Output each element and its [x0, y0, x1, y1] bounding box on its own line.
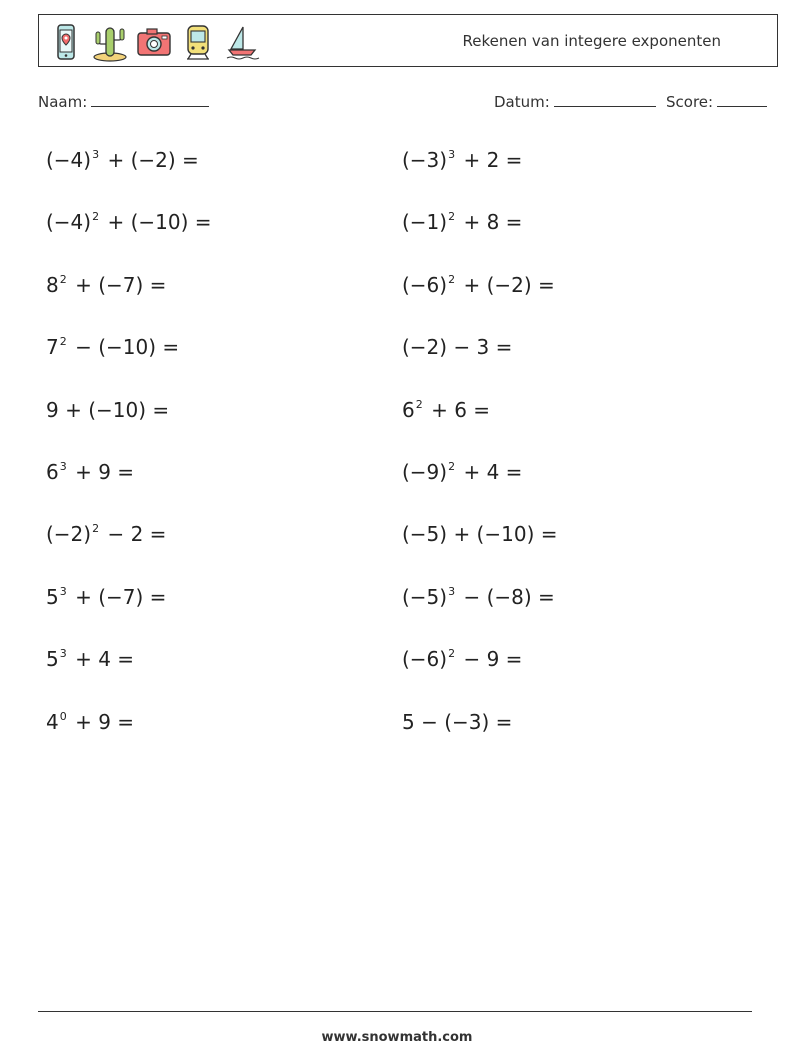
- problem-exponent: 2: [448, 460, 456, 473]
- problem-left-3: [46, 273, 166, 297]
- problem-exponent: 3: [448, 584, 456, 598]
- problem-rest: − (−10) =: [68, 335, 180, 360]
- problem-base: (−5) + (−10) =: [402, 522, 558, 547]
- problem-exponent: 0: [59, 709, 67, 723]
- problem-left-9: [46, 647, 134, 671]
- problem-exponent: 2: [448, 272, 456, 286]
- problem-exponent: 2: [59, 272, 67, 286]
- problem-base: 9 + (−10) =: [46, 397, 170, 422]
- problem-base: 5: [46, 584, 59, 609]
- problem-exponent: 2: [415, 397, 423, 411]
- header-icons: [47, 21, 261, 63]
- problem-base: (−2) − 3 =: [402, 335, 513, 360]
- problem-left-4: [46, 335, 179, 359]
- problem-left-10: [46, 710, 134, 734]
- problem-exponent: 3: [59, 460, 67, 473]
- problem-base: (−2): [46, 522, 92, 547]
- problem-base: 5 − (−3) =: [402, 709, 513, 734]
- sailboat-icon: [223, 22, 261, 62]
- problem-rest: + 2 =: [457, 148, 523, 172]
- problem-base: (−4): [46, 148, 92, 172]
- problem-base: 6: [46, 460, 59, 484]
- camera-icon: [135, 22, 173, 62]
- problem-base: (−9): [402, 460, 448, 484]
- problem-rest: − (−8) =: [457, 584, 555, 609]
- problem-rest: + 9 =: [68, 709, 135, 734]
- problem-right-8: [402, 585, 555, 609]
- problem-right-10: [402, 710, 512, 734]
- score-label: Score:: [666, 93, 714, 111]
- problem-left-7: [46, 522, 166, 546]
- problem-left-5: [46, 398, 169, 422]
- date-line[interactable]: [554, 92, 656, 107]
- problem-right-5: [402, 398, 490, 422]
- footer-divider: [38, 1011, 752, 1012]
- tram-icon: [179, 22, 217, 62]
- problem-right-6: [402, 460, 522, 484]
- problem-base: 5: [46, 647, 59, 672]
- phone-location-icon: [47, 22, 85, 62]
- problem-right-7: [402, 522, 558, 546]
- problem-rest: + 8 =: [457, 210, 523, 235]
- problem-base: (−3): [402, 148, 448, 172]
- problem-rest: + (−2) =: [457, 272, 555, 297]
- problem-exponent: 2: [448, 210, 456, 224]
- problem-exponent: 2: [92, 522, 100, 536]
- problem-rest: + 6 =: [424, 397, 491, 422]
- problem-exponent: 2: [448, 647, 456, 661]
- problem-right-1: [402, 148, 522, 172]
- problem-left-2: [46, 210, 212, 234]
- problem-rest: + (−10) =: [101, 210, 212, 235]
- score-line[interactable]: [717, 92, 767, 107]
- problem-rest: + (−2) =: [101, 148, 199, 172]
- name-line[interactable]: [91, 92, 209, 107]
- problem-base: 8: [46, 272, 59, 297]
- problem-exponent: 3: [448, 148, 456, 161]
- problem-rest: − 9 =: [457, 647, 523, 672]
- problem-base: (−6): [402, 647, 448, 672]
- problem-left-1: [46, 148, 199, 172]
- problem-exponent: 2: [59, 335, 67, 349]
- problem-exponent: 3: [59, 584, 67, 598]
- problem-right-2: [402, 210, 522, 234]
- problem-base: 4: [46, 709, 59, 734]
- problem-left-8: [46, 585, 166, 609]
- problem-base: (−4): [46, 210, 92, 235]
- problem-exponent: 2: [92, 210, 100, 224]
- problem-rest: + 4 =: [68, 647, 135, 672]
- problem-exponent: 3: [59, 647, 67, 661]
- problem-base: (−5): [402, 584, 448, 609]
- cactus-icon: [91, 22, 129, 62]
- problem-exponent: 3: [92, 148, 100, 161]
- name-label: Naam:: [38, 93, 88, 111]
- problem-base: 6: [402, 397, 415, 422]
- problem-base: (−6): [402, 272, 448, 297]
- footer-url: www.snowmath.com: [321, 1030, 473, 1045]
- problem-rest: − 2 =: [101, 522, 167, 547]
- date-label: Datum:: [494, 93, 550, 111]
- problem-rest: + (−7) =: [68, 584, 167, 609]
- problem-rest: + 9 =: [68, 460, 135, 484]
- problem-base: (−1): [402, 210, 448, 235]
- problem-rest: + (−7) =: [68, 272, 167, 297]
- problem-base: 7: [46, 335, 59, 360]
- worksheet-title: Rekenen van integere exponenten: [462, 32, 721, 50]
- problem-right-3: [402, 273, 555, 297]
- worksheet-header: [38, 14, 778, 67]
- problem-left-6: [46, 460, 134, 484]
- name-field: [38, 92, 209, 111]
- date-field: [494, 92, 656, 111]
- problem-right-9: [402, 647, 522, 671]
- problem-rest: + 4 =: [457, 460, 523, 484]
- score-field: [666, 92, 767, 111]
- problem-right-4: [402, 335, 512, 359]
